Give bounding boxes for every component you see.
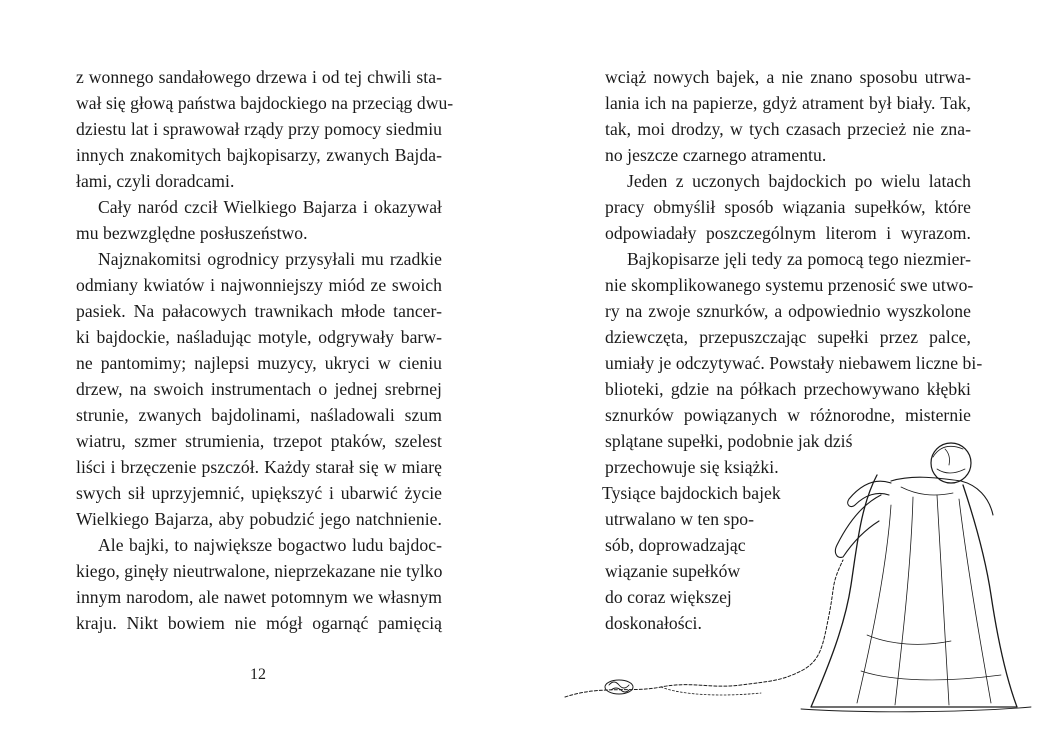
text-line: Tysiące bajdockich bajek bbox=[602, 483, 781, 503]
figure-head bbox=[931, 443, 971, 483]
text-line: dziewczęta, przepuszczając supełki przez palce, bbox=[605, 327, 971, 347]
text-line: Ale bajki, to największe bogactwo ludu bajdoc- bbox=[98, 535, 442, 555]
page-number: 12 bbox=[250, 666, 266, 683]
text-line: ne pantomimy; najlepsi muzycy, ukryci w cieniu bbox=[76, 353, 442, 373]
text-line: Bajkopisarze jęli tedy za pomocą tego niezmier- bbox=[627, 249, 971, 269]
right-page bbox=[521, 0, 1043, 737]
text-line: strunie, zwanych bajdolinami, naśladowali szum bbox=[76, 405, 442, 425]
knotted-string bbox=[565, 560, 843, 697]
text-line: blioteki, gdzie na półkach przechowywano kłębki bbox=[605, 379, 971, 399]
left-page bbox=[0, 0, 521, 737]
text-line: tak, moi drodzy, w tych czasach przecież nie zna- bbox=[605, 119, 971, 139]
text-line: przechowuje się książki. bbox=[605, 457, 779, 477]
text-line: Cały naród czcił Wielkiego Bajarza i okazywał bbox=[98, 197, 442, 217]
text-line: umiały je odczytywać. Powstały niebawem liczne bi- bbox=[605, 353, 983, 373]
text-line: ry na zwoje sznurków, a odpowiednio wyszkolone bbox=[605, 301, 971, 321]
text-line: wiatru, szmer strumienia, trzepot ptaków, szelest bbox=[76, 431, 442, 451]
text-line: wiązanie supełków bbox=[605, 561, 741, 581]
text-line: Jeden z uczonych bajdockich po wielu latach bbox=[627, 171, 971, 191]
woman-with-knotted-string-illustration bbox=[561, 435, 1033, 735]
text-line: wciąż nowych bajek, a nie znano sposobu utrwa- bbox=[605, 67, 971, 87]
text-line: kraju. Nikt bowiem nie mógł ogarnąć pamięcią bbox=[76, 613, 442, 633]
text-line: do coraz większej bbox=[605, 587, 732, 607]
text-line: wał się głową państwa bajdockiego na przeciąg dwu- bbox=[76, 93, 454, 113]
text-line: doskonałości. bbox=[605, 613, 702, 633]
text-line: odpowiadały poszczególnym literom i wyrazom. bbox=[605, 223, 971, 243]
text-line: innym narodom, ale nawet potomnym we własnym bbox=[76, 587, 442, 607]
text-line: sznurków powiązanych w różnorodne, misternie bbox=[605, 405, 971, 425]
text-line: drzew, na swoich instrumentach o jednej srebrnej bbox=[76, 379, 442, 399]
figure-gown bbox=[811, 475, 1017, 707]
text-line: mu bezwzględne posłuszeństwo. bbox=[76, 223, 308, 243]
text-line: Najznakomitsi ogrodnicy przysyłali mu rzadkie bbox=[98, 249, 442, 269]
ground-line bbox=[801, 707, 1031, 712]
text-line: nie skomplikowanego systemu przenosić swe utwo- bbox=[605, 275, 974, 295]
gown-folds bbox=[857, 495, 991, 705]
text-line: splątane supełki, podobnie jak dziś bbox=[605, 431, 853, 451]
text-line: utrwalano w ten spo- bbox=[605, 509, 755, 529]
text-line: swych sił uprzyjemnić, upiększyć i ubarwić życie bbox=[76, 483, 442, 503]
string-ball bbox=[609, 682, 629, 692]
text-line: no jeszcze czarnego atramentu. bbox=[605, 145, 827, 165]
text-line: pasiek. Na pałacowych trawnikach młode tancer- bbox=[76, 301, 442, 321]
figure-cape bbox=[901, 487, 953, 495]
figure-arm bbox=[835, 495, 881, 557]
gown-folds bbox=[861, 635, 1001, 680]
figure-hair bbox=[933, 446, 965, 473]
text-line: pracy obmyślił sposób wiązania supełków, które bbox=[605, 197, 971, 217]
text-line: odmiany kwiatów i najwonniejszy miód ze swoich bbox=[76, 275, 442, 295]
text-line: z wonnego sandałowego drzewa i od tej chwili sta- bbox=[76, 67, 442, 87]
text-line: liści i brzęczenie pszczół. Każdy starał się w miarę bbox=[76, 457, 442, 477]
text-line: łami, czyli doradcami. bbox=[76, 171, 235, 191]
string-ball bbox=[605, 680, 633, 694]
text-line: sób, doprowadzając bbox=[605, 535, 746, 555]
text-line: ki bajdockie, naśladując motyle, odgrywały barw- bbox=[76, 327, 442, 347]
figure-cape bbox=[891, 477, 993, 515]
text-line: innych znakomitych bajkopisarzy, zwanych Bajda- bbox=[76, 145, 442, 165]
text-line: Wielkiego Bajarza, aby pobudzić jego natchnienie. bbox=[76, 509, 442, 529]
text-line: kiego, ginęły nieutrwalone, nieprzekazane nie tylko bbox=[76, 561, 443, 581]
text-line: dziestu lat i sprawował rządy przy pomocy siedmiu bbox=[76, 119, 442, 139]
knotted-string bbox=[661, 687, 761, 695]
text-line: lania ich na papierze, gdyż atrament był biały. Tak, bbox=[605, 93, 971, 113]
